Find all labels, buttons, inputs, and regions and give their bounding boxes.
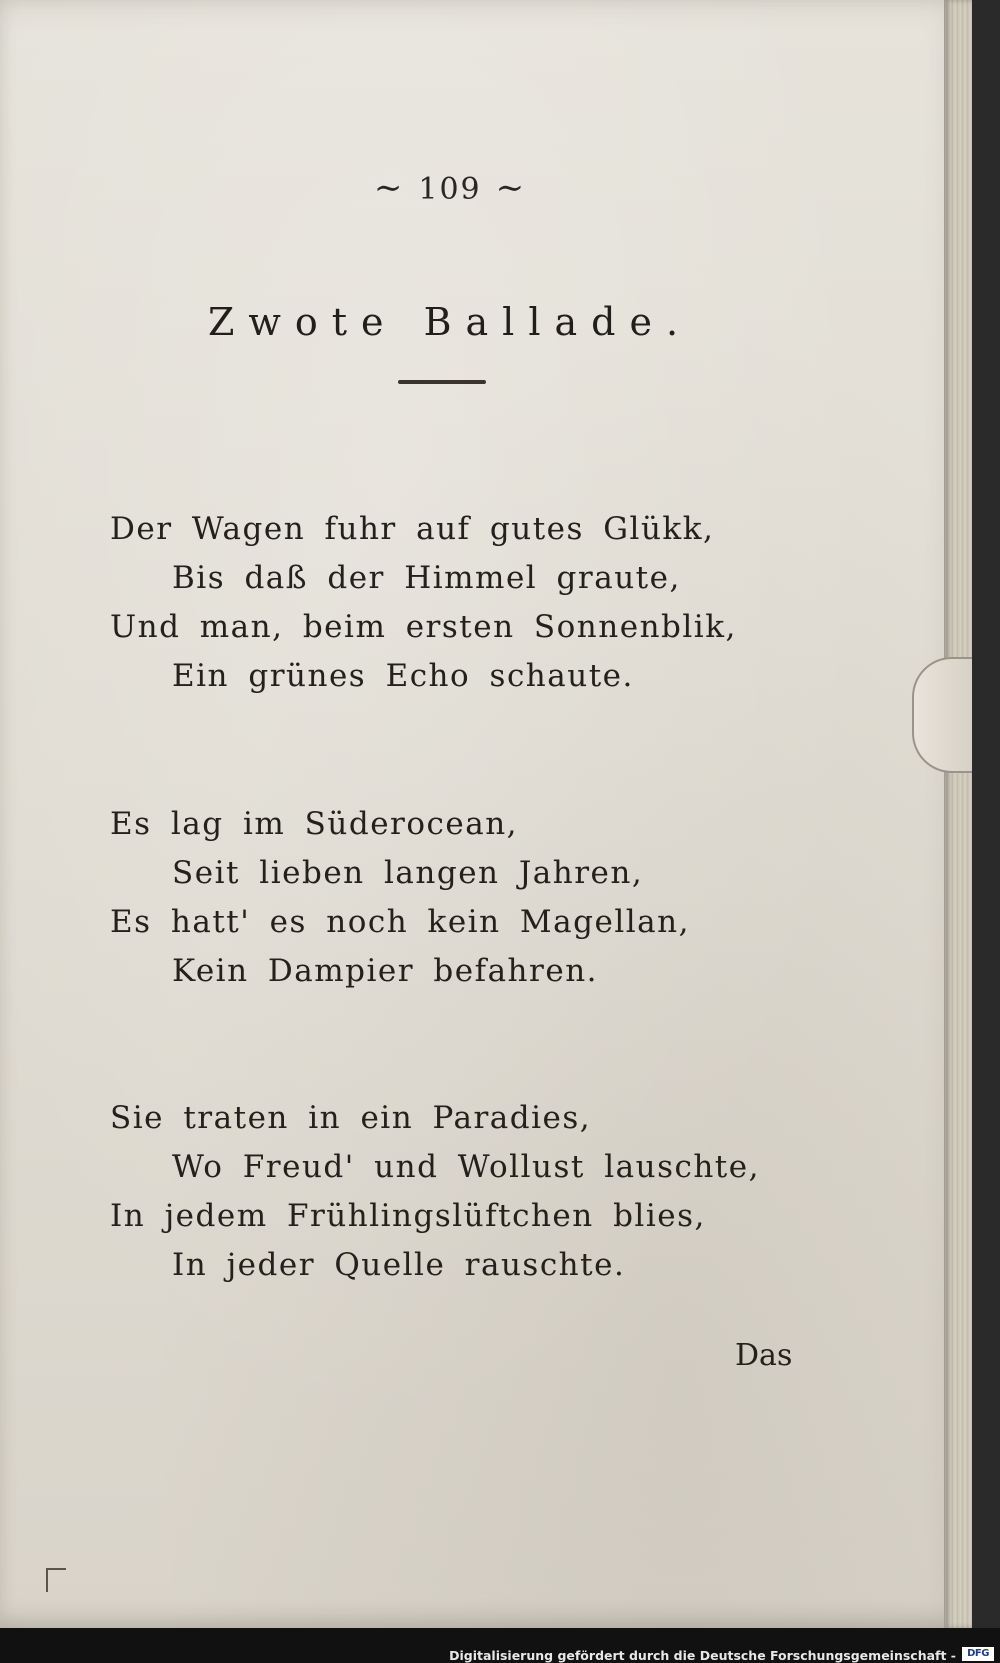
digitization-credit: Digitalisierung gefördert durch die Deutsche Forschungsgemeinschaft - [449, 1648, 956, 1663]
stanza-1 [110, 505, 737, 701]
corner-mark [46, 1568, 66, 1592]
page-number: 109 [418, 172, 482, 207]
page-edge [944, 0, 972, 1628]
stanza-line: Bis daß der Himmel graute, [172, 560, 681, 596]
stanza-2 [110, 800, 730, 996]
stanza-line: Kein Dampier befahren. [172, 953, 599, 989]
page-header [0, 168, 900, 208]
stanza-line: Ein grünes Echo schaute. [172, 658, 634, 694]
stanza-line: Sie traten in ein Paradies, [110, 1100, 592, 1136]
stanza-3 [110, 1094, 760, 1290]
catchword: Das [735, 1338, 793, 1373]
stanza-line: Es lag im Süderocean, [110, 806, 519, 842]
title-rule [398, 380, 486, 384]
stanza-line: Und man, beim ersten Sonnenblik, [110, 609, 737, 645]
stanza-line: Wo Freud' und Wollust lauschte, [172, 1149, 760, 1185]
stanza-line: In jeder Quelle rauschte. [172, 1247, 626, 1283]
stanza-line: In jedem Frühlingslüftchen blies, [110, 1198, 706, 1234]
poem-title: Zwote Ballade. [207, 300, 693, 344]
dfg-logo-icon: DFG [962, 1647, 994, 1661]
right-ornament: ∼ [495, 168, 527, 208]
stanza-line: Es hatt' es noch kein Magellan, [110, 904, 690, 940]
left-ornament: ∼ [373, 168, 405, 208]
page-clip [912, 657, 972, 773]
stanza-line: Der Wagen fuhr auf gutes Glükk, [110, 511, 715, 547]
stanza-line: Seit lieben langen Jahren, [172, 855, 644, 891]
